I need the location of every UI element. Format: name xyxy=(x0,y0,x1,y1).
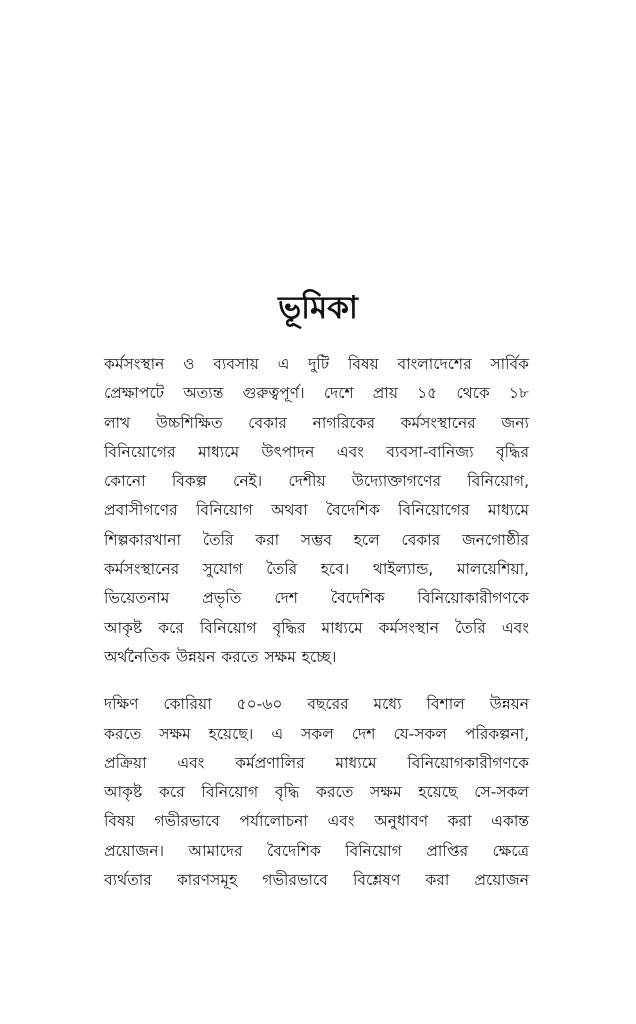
text-line: দক্ষিণ কোরিয়া ৫০-৬০ বছরের মধ্যে বিশাল উন্নয়ন xyxy=(104,695,529,714)
text-line: কর্মসংস্থানের সুযোগ তৈরি হবে। থাইল্যান্ড, মালয়েশিয়া, xyxy=(104,560,529,579)
text-line: প্রবাসীগণের বিনিয়োগ অথবা বৈদেশিক বিনিয়োগের মাধ্যমে xyxy=(104,501,529,520)
text-line: প্রক্রিয়া এবং কর্মপ্রণালির মাধ্যমে বিনিয়োগকারীগণকে xyxy=(104,753,529,772)
text-line: ভিয়েতনাম প্রভৃতি দেশ বৈদেশিক বিনিয়োকারীগণকে xyxy=(104,589,529,608)
text-line: কর্মসংস্থান ও ব্যবসায় এ দুটি বিষয় বাংলাদেশের সার্বিক xyxy=(104,355,529,373)
text-line: বিষয় গভীরভাবে পর্যালোচনা এবং অনুধাবণ করা একান্ত xyxy=(104,812,529,831)
page-title: ভূমিকা xyxy=(278,290,358,326)
text-line: করতে সক্ষম হয়েছে। এ সকল দেশ যে-সকল পরিকল্পনা, xyxy=(104,724,529,743)
text-line: ব্যর্থতার কারণসমূহ গভীরভাবে বিশ্লেষণ করা প্রয়োজন xyxy=(104,871,529,890)
paragraph-1 xyxy=(104,350,529,672)
paragraph-2 xyxy=(104,690,529,895)
body-text xyxy=(104,350,529,895)
text-line: অর্থনৈতিক উন্নয়ন করতে সক্ষম হচ্ছে। xyxy=(104,647,337,666)
text-line: আকৃষ্ট করে বিনিয়োগ বৃদ্ধি করতে সক্ষম হয়েছে সে-সকল xyxy=(104,783,529,802)
text-line: বিনিয়োগের মাধ্যমে উৎপাদন এবং ব্যবসা-বানিজ্য বৃদ্ধির xyxy=(104,442,529,461)
text-line: আকৃষ্ট করে বিনিয়োগ বৃদ্ধির মাধ্যমে কর্মসংস্থান তৈরি এবং xyxy=(104,618,529,637)
text-line: প্রেক্ষাপটে অত্যন্ত গুরুত্বপূর্ণ। দেশে প্রায় ১৫ থেকে ১৮ xyxy=(104,384,529,403)
text-line: কোনো বিকল্প নেই। দেশীয় উদ্যোক্তাগণের বিনিয়োগ, xyxy=(104,472,529,491)
text-line: শিল্পকারখানা তৈরি করা সম্ভব হলে বেকার জনগোষ্ঠীর xyxy=(104,530,529,549)
text-line: লাখ উচ্চশিক্ষিত বেকার নাগরিকের কর্মসংস্থানের জন্য xyxy=(104,413,529,432)
text-line: প্রয়োজন। আমাদের বৈদেশিক বিনিয়োগ প্রাপ্তির ক্ষেত্রে xyxy=(104,841,529,860)
